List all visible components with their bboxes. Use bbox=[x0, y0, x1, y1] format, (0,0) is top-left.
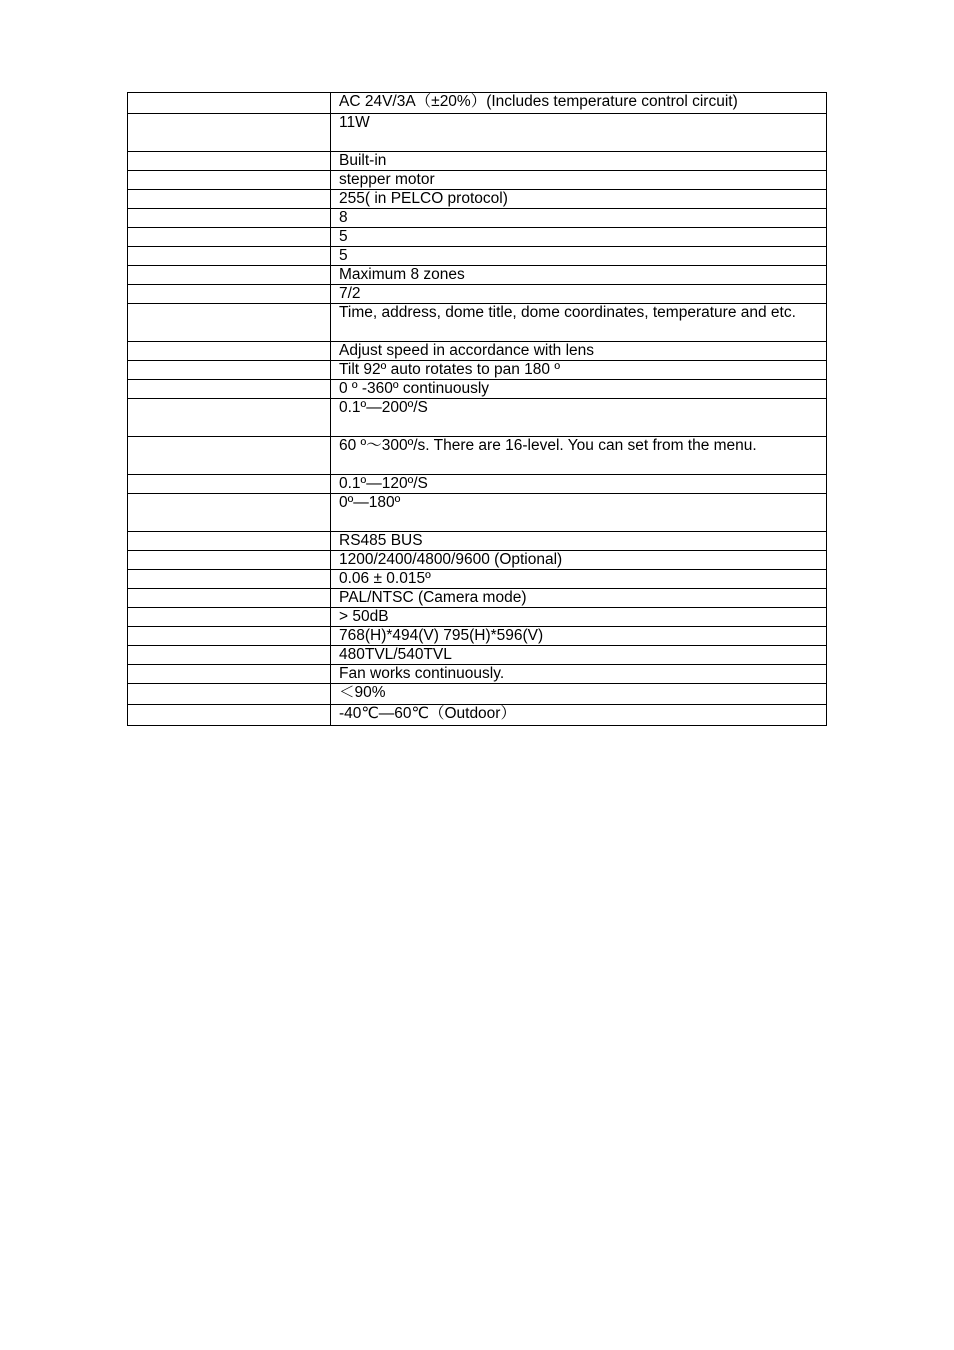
table-row bbox=[128, 342, 827, 361]
table-row bbox=[128, 93, 827, 114]
spec-value-cell: 7/2 bbox=[331, 285, 827, 304]
table-row bbox=[128, 589, 827, 608]
spec-value-cell: 11W bbox=[331, 114, 827, 152]
spec-label-cell bbox=[128, 475, 331, 494]
spec-value-cell: ＜90% bbox=[331, 684, 827, 705]
spec-label-cell bbox=[128, 665, 331, 684]
spec-label-cell bbox=[128, 399, 331, 437]
spec-value-cell: Adjust speed in accordance with lens bbox=[331, 342, 827, 361]
spec-value-cell: 255( in PELCO protocol) bbox=[331, 190, 827, 209]
spec-label-cell bbox=[128, 684, 331, 705]
spec-value-cell: 5 bbox=[331, 228, 827, 247]
table-row bbox=[128, 494, 827, 532]
spec-label-cell bbox=[128, 361, 331, 380]
spec-label-cell bbox=[128, 532, 331, 551]
spec-label-cell bbox=[128, 646, 331, 665]
table-row bbox=[128, 570, 827, 589]
table-row bbox=[128, 608, 827, 627]
table-row bbox=[128, 380, 827, 399]
table-row bbox=[128, 171, 827, 190]
spec-label-cell bbox=[128, 114, 331, 152]
spec-value-cell: 0.1º—120º/S bbox=[331, 475, 827, 494]
spec-value-cell: -40℃—60℃（Outdoor） bbox=[331, 705, 827, 726]
table-row bbox=[128, 285, 827, 304]
table-row bbox=[128, 684, 827, 705]
spec-value-cell: 0 º -360º continuously bbox=[331, 380, 827, 399]
spec-value-cell: 8 bbox=[331, 209, 827, 228]
spec-label-cell bbox=[128, 304, 331, 342]
spec-value-cell: PAL/NTSC (Camera mode) bbox=[331, 589, 827, 608]
table-row bbox=[128, 361, 827, 380]
table-row bbox=[128, 705, 827, 726]
spec-value-cell: 0.06 ± 0.015º bbox=[331, 570, 827, 589]
table-row bbox=[128, 437, 827, 475]
spec-value-cell: 60 º～300º/s. There are 16-level. You can set from the menu. bbox=[331, 437, 827, 475]
spec-label-cell bbox=[128, 608, 331, 627]
table-row bbox=[128, 228, 827, 247]
spec-label-cell bbox=[128, 209, 331, 228]
spec-label-cell bbox=[128, 228, 331, 247]
spec-value-cell: 0º—180º bbox=[331, 494, 827, 532]
table-row bbox=[128, 247, 827, 266]
spec-value-cell: Maximum 8 zones bbox=[331, 266, 827, 285]
spec-label-cell bbox=[128, 152, 331, 171]
spec-label-cell bbox=[128, 380, 331, 399]
spec-label-cell bbox=[128, 171, 331, 190]
spec-label-cell bbox=[128, 342, 331, 361]
spec-label-cell bbox=[128, 93, 331, 114]
spec-label-cell bbox=[128, 437, 331, 475]
spec-value-cell: Fan works continuously. bbox=[331, 665, 827, 684]
spec-label-cell bbox=[128, 570, 331, 589]
table-row bbox=[128, 209, 827, 228]
table-row bbox=[128, 475, 827, 494]
table-row bbox=[128, 399, 827, 437]
table-row bbox=[128, 627, 827, 646]
spec-label-cell bbox=[128, 266, 331, 285]
spec-label-cell bbox=[128, 705, 331, 726]
spec-value-cell: Time, address, dome title, dome coordinates, temperature and etc. bbox=[331, 304, 827, 342]
spec-value-cell: Built-in bbox=[331, 152, 827, 171]
spec-value-cell: 1200/2400/4800/9600 (Optional) bbox=[331, 551, 827, 570]
table-row bbox=[128, 532, 827, 551]
table-row bbox=[128, 152, 827, 171]
table-row bbox=[128, 551, 827, 570]
spec-value-cell: stepper motor bbox=[331, 171, 827, 190]
spec-value-cell: Tilt 92º auto rotates to pan 180 º bbox=[331, 361, 827, 380]
spec-value-cell: 480TVL/540TVL bbox=[331, 646, 827, 665]
spec-label-cell bbox=[128, 494, 331, 532]
spec-label-cell bbox=[128, 190, 331, 209]
spec-label-cell bbox=[128, 247, 331, 266]
spec-value-cell: RS485 BUS bbox=[331, 532, 827, 551]
table-row bbox=[128, 646, 827, 665]
spec-label-cell bbox=[128, 285, 331, 304]
table-row bbox=[128, 665, 827, 684]
table-row bbox=[128, 266, 827, 285]
spec-label-cell bbox=[128, 589, 331, 608]
spec-value-cell: > 50dB bbox=[331, 608, 827, 627]
spec-label-cell bbox=[128, 551, 331, 570]
spec-value-cell: 5 bbox=[331, 247, 827, 266]
spec-table bbox=[127, 92, 827, 726]
spec-value-cell: 0.1º—200º/S bbox=[331, 399, 827, 437]
spec-value-cell: 768(H)*494(V) 795(H)*596(V) bbox=[331, 627, 827, 646]
table-row bbox=[128, 304, 827, 342]
spec-value-cell: AC 24V/3A（±20%）(Includes temperature control circuit) bbox=[331, 93, 827, 114]
spec-label-cell bbox=[128, 627, 331, 646]
table-row bbox=[128, 190, 827, 209]
table-row bbox=[128, 114, 827, 152]
